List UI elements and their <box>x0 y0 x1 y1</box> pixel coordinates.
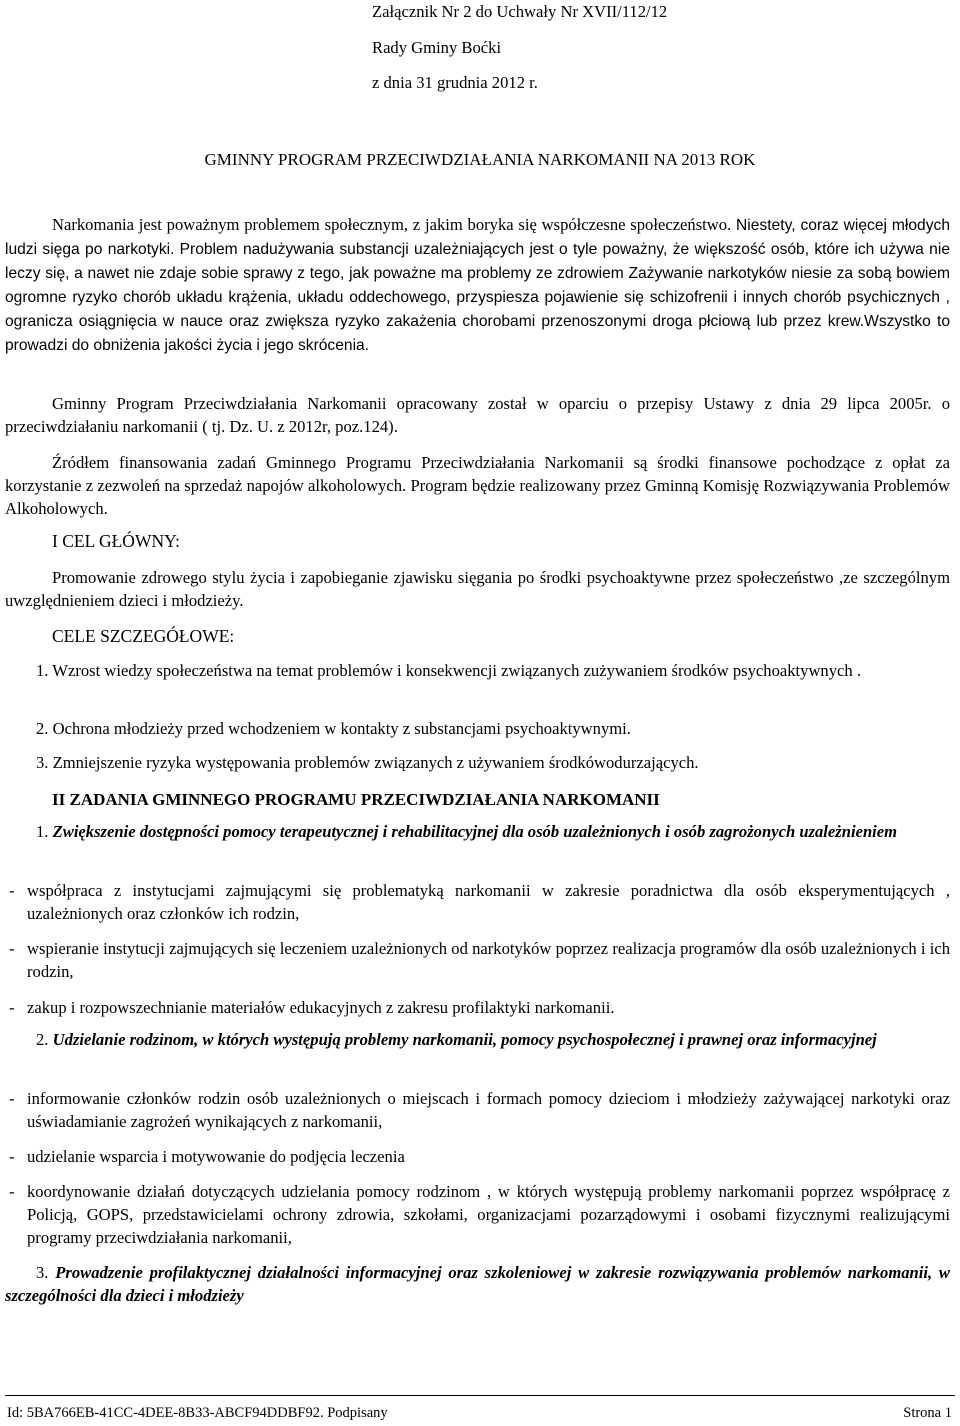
tasks-heading: II ZADANIA GMINNEGO PROGRAMU PRZECIWDZIAŁANIA NARKOMANII <box>52 790 660 809</box>
intro-p1-serif: Narkomania jest poważnym problemem społecznym, z jakim boryka się współczesne społeczeństwo. <box>52 215 732 234</box>
task-2-bullet-1: informowanie członków rodzin osób uzależnionych o miejscach i formach pomocy dzieciom i młodzieży zażywającej narkotyki oraz uświadamianie zagrożeń wynikających z narkomanii, <box>27 1089 950 1131</box>
task-3-title-text: Prowadzenie profilaktycznej działalności informacyjnej oraz szkoleniowej w zakresie rozwiązywania problemów narkomanii, w szczególności dla dzieci i młodzieży <box>5 1263 950 1305</box>
task-2-bullet-3: koordynowanie działań dotyczących udzielania pomocy rodzinom , w których występują problemy narkomanii poprzez współpracę z Policją, GOPS, przedstawicielami ochrony zdrowia, szkołami, organizacjami pozarządowymi i osobami fizycznymi realizującymi programy przeciwdziałania narkomanii, <box>27 1182 950 1247</box>
document-id-signature: Id: 5BA766EB-41CC-4DEE-8B33-ABCF94DDBF92. Podpisany <box>7 1405 388 1421</box>
page-number: Strona 1 <box>903 1405 952 1421</box>
intro-paragraph-1 <box>5 213 950 357</box>
task-1-title-text: Zwiększenie dostępności pomocy terapeutycznej i rehabilitacyjnej dla osób uzależnionych i osób zagrożonych uzależnieniem <box>52 822 898 841</box>
detailed-goals-heading: CELE SZCZEGÓŁOWE: <box>52 626 235 646</box>
main-goal-text: Promowanie zdrowego stylu życia i zapobieganie zjawisku sięgania po środki psychoaktywne przez społeczeństwo ,ze szczególnym uwzględnieniem dzieci i młodzieży. <box>5 568 950 610</box>
intro-p1-sans: Niestety, coraz więcej młodych ludzi sięga po narkotyki. <box>5 217 950 258</box>
header-line-2: Rady Gminy Boćki <box>372 37 502 57</box>
detailed-goal-3: 3. Zmniejszenie ryzyka występowania problemów związanych z używaniem środkówodurzających. <box>36 753 699 772</box>
footer-divider <box>5 1395 955 1396</box>
task-1-title <box>5 820 950 843</box>
task-2-bullet-1-dash: - <box>9 1089 15 1108</box>
task-1-bullet-1-dash: - <box>9 881 15 900</box>
task-1-bullet-3: zakup i rozpowszechnianie materiałów edukacyjnych z zakresu profilaktyki narkomanii. <box>27 998 615 1017</box>
attachment-header <box>372 0 667 107</box>
task-2-bullet-2-dash: - <box>9 1147 15 1166</box>
task-1-number: 1. <box>36 822 49 841</box>
task-3-title <box>5 1261 950 1307</box>
task-1-bullet-1: współpraca z instytucjami zajmującymi się problematyką narkomanii w zakresie poradnictwa dla osób eksperymentujących , uzależnionych oraz członków ich rodzin, <box>27 881 950 923</box>
main-goal-heading: I CEL GŁÓWNY: <box>52 531 180 551</box>
document-title: GMINNY PROGRAM PRZECIWDZIAŁANIA NARKOMANII NA 2013 ROK <box>204 150 756 169</box>
header-line-3: z dnia 31 grudnia 2012 r. <box>372 73 538 92</box>
task-1-bullet-3-dash: - <box>9 998 15 1017</box>
task-2-title <box>5 1028 950 1051</box>
task-2-bullet-3-dash: - <box>9 1182 15 1201</box>
task-2-title-text: Udzielanie rodzinom, w których występują problemy narkomanii, pomocy psychospołecznej i prawnej oraz informacyjnej <box>52 1030 877 1049</box>
detailed-goal-1: 1. Wzrost wiedzy społeczeństwa na temat problemów i konsekwencji związanych zużywaniem środków psychoaktywnych . <box>36 661 861 680</box>
task-1-bullet-2-dash: - <box>9 939 15 958</box>
intro-paragraph-2: Gminny Program Przeciwdziałania Narkomanii opracowany został w oparciu o przepisy Ustawy z dnia 29 lipca 2005r. o przeciwdziałaniu narkomanii ( tj. Dz. U. z 2012r, poz.124). <box>5 394 950 436</box>
task-3-number: 3. <box>36 1263 49 1282</box>
intro-p1-rest: Problem nadużywania substancji uzależniających jest o tyle poważny, że większość osób, które ich używa nie leczy się, a nawet nie zdaje sobie sprawy z tego, jak poważne ma problemy ze zdrowiem Zażywanie narkotyków niesie za sobą bowiem ogromne ryzyko chorób układu krążenia, układu oddechowego, przyspiesza pojawienie się schizofrenii i innych chorób psychicznych , ogranicza osiągnięcia w nauce oraz zwiększa ryzyko zakażenia chorobami przenoszonymi droga płciową lub przez krew.Wszystko to prowadzi do obniżenia jakości życia i jego skrócenia. <box>5 241 950 354</box>
detailed-goal-2: 2. Ochrona młodzieży przed wchodzeniem w kontakty z substancjami psychoaktywnymi. <box>36 719 631 738</box>
intro-paragraph-3: Źródłem finansowania zadań Gminnego Programu Przeciwdziałania Narkomanii są środki finansowe pochodzące z opłat za korzystanie z zezwoleń na sprzedaż napojów alkoholowych. Program będzie realizowany przez Gminną Komisję Rozwiązywania Problemów Alkoholowych. <box>5 453 950 518</box>
task-2-bullet-2: udzielanie wsparcia i motywowanie do podjęcia leczenia <box>27 1147 405 1166</box>
task-2-number: 2. <box>36 1030 49 1049</box>
header-line-1: Załącznik Nr 2 do Uchwały Nr XVII/112/12 <box>372 2 668 21</box>
task-1-bullet-2: wspieranie instytucji zajmujących się leczeniem uzależnionych od narkotyków poprzez realizacja programów dla osób uzależnionych i ich rodzin, <box>27 939 950 981</box>
